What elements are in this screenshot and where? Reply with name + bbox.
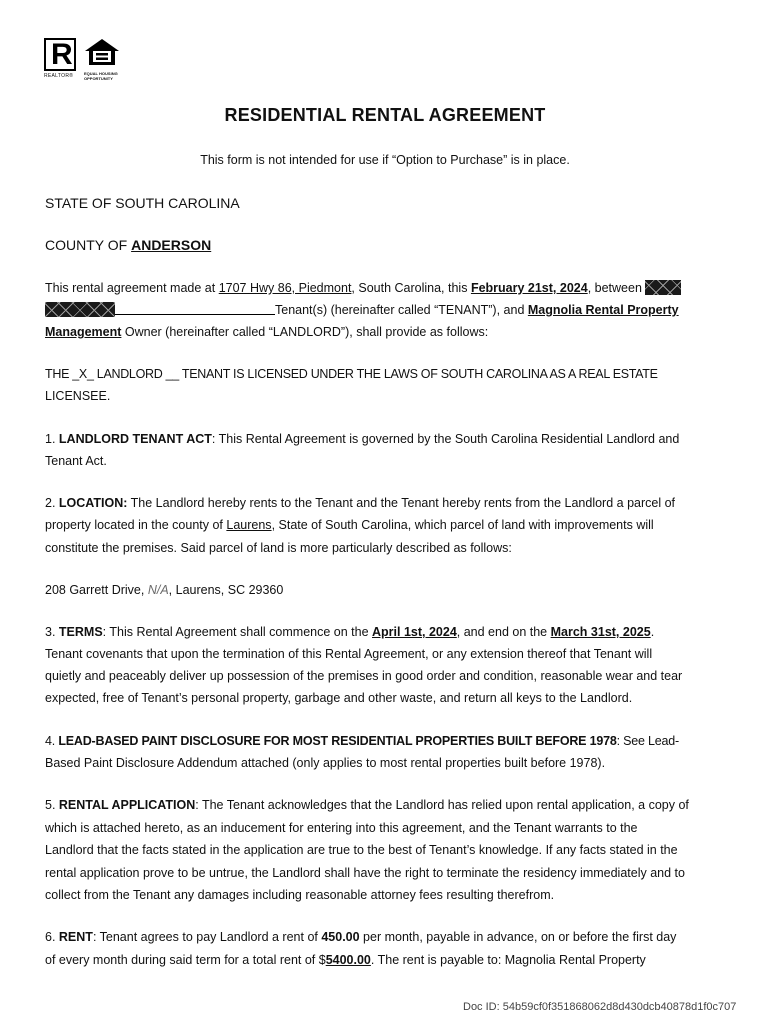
section-text: : This Rental Agreement shall commence on the (102, 625, 373, 639)
section-text: of every month during said term for a total rent of $ (45, 953, 326, 967)
equal-housing-caption: EQUAL HOUSING OPPORTUNITY (84, 71, 118, 81)
section-1-line-1 (45, 432, 679, 446)
realtor-logo (44, 38, 78, 82)
section-text: property located in the county of (45, 518, 227, 532)
document-subtitle: This form is not intended for use if “Option to Purchase” is in place. (200, 153, 570, 167)
redacted-tenant-name (45, 302, 115, 317)
section-number: 1. (45, 432, 59, 446)
intro-text: , between (587, 281, 646, 295)
document-title: RESIDENTIAL RENTAL AGREEMENT (224, 105, 546, 125)
realtor-word: REALTOR® (44, 73, 74, 79)
section-5-line-4: rental application prove to be untrue, the Landlord shall have the right to terminate the residency immediately and to (45, 866, 685, 880)
county-label: COUNTY OF (45, 237, 128, 253)
county-name: Laurens (226, 518, 272, 532)
monthly-rent: 450.00 (321, 930, 360, 944)
intro-line-3 (45, 325, 488, 339)
section-heading: RENTAL APPLICATION (58, 798, 196, 812)
section-1-line-2: Tenant Act. (45, 454, 107, 468)
doc-id-footer: Doc ID: 54b59cf0f351868062d8d430dcb40878d1f0c707 (463, 1001, 737, 1013)
section-text: : The Tenant acknowledges that the Landlord has relied upon rental application, a copy of (195, 798, 689, 812)
section-heading: TERMS (58, 625, 103, 639)
section-6-line-1 (45, 930, 676, 944)
term-end-date: March 31st, 2025 (550, 625, 651, 639)
section-heading: RENT (58, 930, 93, 944)
owner-name: Management (45, 325, 122, 339)
section-3-line-3: quietly and peaceably deliver up possession of the premises in good order and condition, reasonable wear and tear (45, 669, 683, 683)
property-address: 1707 Hwy 86, Piedmont (218, 281, 352, 295)
section-3-line-1 (45, 625, 654, 639)
section-text: . The rent is payable to: Magnolia Rental Property (370, 953, 646, 967)
section-3-line-2: Tenant covenants that upon the termination of this Rental Agreement, or any extension thereof that Tenant will (45, 647, 653, 661)
realtor-letter: R (51, 38, 73, 71)
section-text: , and end on the (456, 625, 551, 639)
intro-text: This rental agreement made at (45, 281, 219, 295)
section-number: 2. (45, 496, 59, 510)
section-3-line-4: expected, free of Tenant’s personal property, garbage and other waste, and return all keys to the Landlord. (45, 691, 633, 705)
intro-text: Tenant(s) (hereinafter called “TENANT”), and (275, 303, 528, 317)
section-2-line-2 (45, 518, 654, 532)
section-text: : Tenant agrees to pay Landlord a rent of (92, 930, 322, 944)
section-heading: LANDLORD TENANT ACT (58, 432, 212, 446)
section-heading: LEAD-BASED PAINT DISCLOSURE FOR MOST RESIDENTIAL PROPERTIES BUILT BEFORE 1978 (58, 734, 617, 748)
section-5-line-5: collect from the Tenant any damages including reasonable attorney fees resulting therefrom. (45, 888, 555, 902)
section-4-line-1 (45, 734, 679, 748)
section-4-line-2: Based Paint Disclosure Addendum attached (only applies to most rental properties built before 1978). (45, 756, 606, 770)
section-2-line-1 (45, 496, 675, 510)
owner-name: Magnolia Rental Property (527, 303, 679, 317)
licensee-line-2: LICENSEE. (45, 389, 111, 403)
tenant-blank (115, 302, 275, 315)
header-logos (44, 38, 120, 82)
section-text: per month, payable in advance, on or before the first day (359, 930, 677, 944)
section-heading: LOCATION: (58, 496, 128, 510)
section-text: : This Rental Agreement is governed by the South Carolina Residential Landlord and (211, 432, 680, 446)
county-value: ANDERSON (131, 237, 212, 253)
agreement-date: February 21st, 2024 (470, 281, 588, 295)
equal-housing-logo (84, 38, 120, 82)
licensee-line-1: THE _X_ LANDLORD __ TENANT IS LICENSED UNDER THE LAWS OF SOUTH CAROLINA AS A REAL ESTATE (45, 367, 658, 381)
term-start-date: April 1st, 2024 (372, 625, 457, 639)
premises-address (45, 583, 283, 597)
redacted-tenant-name (645, 280, 681, 295)
intro-text: Owner (hereinafter called “LANDLORD”), shall provide as follows: (121, 325, 489, 339)
house-icon (84, 38, 120, 66)
section-5-line-3: Landlord that the facts stated in the application are true to the best of Tenant’s knowledge. If any facts stated in the (45, 843, 678, 857)
section-6-line-2 (45, 953, 646, 967)
premises-city: , Laurens, SC 29360 (168, 583, 284, 597)
intro-line-2 (45, 302, 679, 317)
total-rent: 5400.00 (325, 953, 371, 967)
section-2-line-3: constitute the premises. Said parcel of land is more particularly described as follows: (45, 541, 512, 555)
section-number: 6. (45, 930, 59, 944)
section-5-line-2: which is attached hereto, as an inducement for entering into this agreement, and the Tenant warrants to the (45, 821, 638, 835)
intro-text: , South Carolina, this (351, 281, 471, 295)
state-line: STATE OF SOUTH CAROLINA (45, 195, 240, 211)
section-text: , State of South Carolina, which parcel of land with improvements will (271, 518, 654, 532)
intro-line-1 (45, 280, 681, 295)
section-5-line-1 (45, 798, 689, 812)
section-text: . (650, 625, 655, 639)
premises-unit: N/A (147, 583, 169, 597)
section-text: : See Lead- (616, 734, 680, 748)
county-line (45, 237, 211, 253)
section-number: 5. (45, 798, 59, 812)
section-number: 3. (45, 625, 59, 639)
premises-street: 208 Garrett Drive, (45, 583, 148, 597)
section-number: 4. (45, 734, 59, 748)
section-text: The Landlord hereby rents to the Tenant and the Tenant hereby rents from the Landlord a parcel of (127, 496, 676, 510)
